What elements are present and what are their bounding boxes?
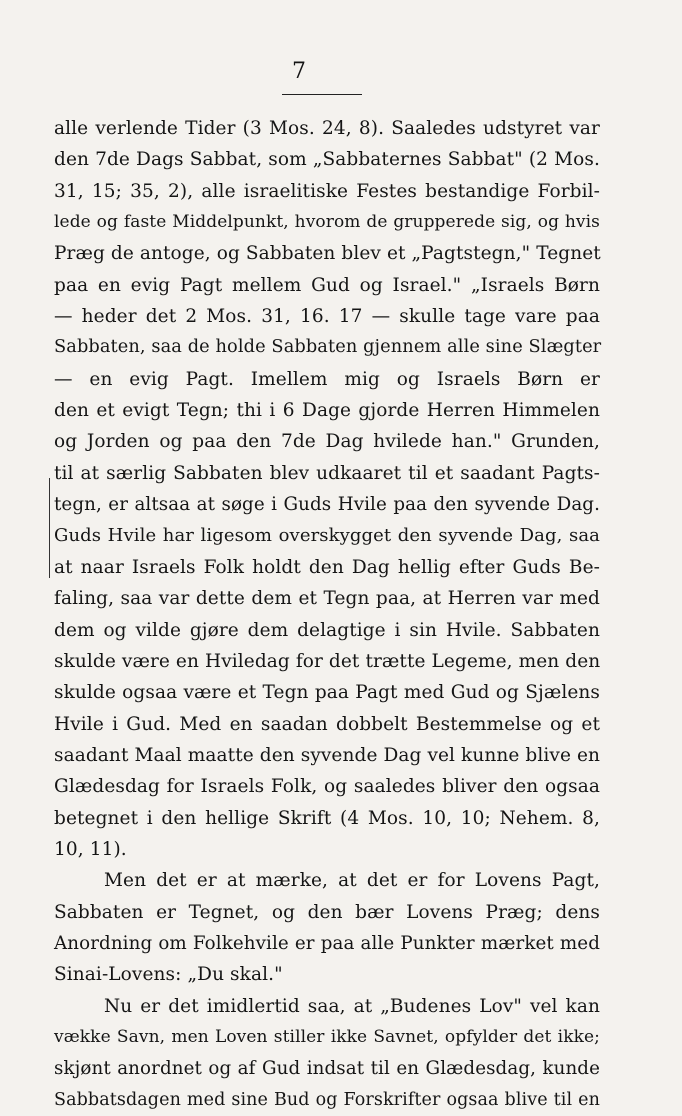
text-line: den et evigt Tegn; thi i 6 Dage gjorde Herren Himmelen — [54, 400, 600, 422]
text-line: Nu er det imidlertid saa, at „Budenes Lov" vel kan — [104, 995, 600, 1017]
text-line: Sabbaten er Tegnet, og den bær Lovens Præg; dens — [54, 901, 600, 923]
page-number-rule — [282, 94, 362, 95]
page-number: 7 — [292, 59, 306, 84]
text-line: paa en evig Pagt mellem Gud og Israel." „Israels Børn — [54, 274, 600, 296]
text-line: at naar Israels Folk holdt den Dag hellig efter Guds Be- — [54, 556, 600, 578]
text-line: Guds Hvile har ligesom overskygget den syvende Dag, saa — [54, 525, 600, 547]
text-line: tegn, er altsaa at søge i Guds Hvile paa den syvende Dag. — [54, 494, 600, 516]
text-line: til at særlig Sabbaten blev udkaaret til et saadant Pagts- — [54, 462, 600, 484]
text-line: dem og vilde gjøre dem delagtige i sin Hvile. Sabbaten — [54, 619, 600, 641]
text-line: Anordning om Folkehvile er paa alle Punkter mærket med — [54, 932, 600, 954]
text-line: betegnet i den hellige Skrift (4 Mos. 10, 10; Nehem. 8, — [54, 807, 600, 829]
text-line: saadant Maal maatte den syvende Dag vel kunne blive en — [54, 744, 601, 766]
text-line: Sinai-Lovens: „Du skal." — [54, 964, 283, 986]
text-line: den 7de Dags Sabbat, som „Sabbaternes Sabbat" (2 Mos. — [54, 149, 600, 171]
text-line: Glædesdag for Israels Folk, og saaledes bliver den ogsaa — [54, 776, 600, 798]
text-line: — en evig Pagt. Imellem mig og Israels Børn er — [54, 368, 600, 390]
text-line: faling, saa var dette dem et Tegn paa, at Herren var med — [54, 588, 600, 610]
text-line: skulde ogsaa være et Tegn paa Pagt med Gud og Sjælens — [54, 682, 600, 704]
body-text — [54, 113, 600, 1116]
text-line: skjønt anordnet og af Gud indsat til en Glædesdag, kunde — [54, 1058, 600, 1080]
text-line: Hvile i Gud. Med en saadan dobbelt Bestemmelse og et — [54, 713, 600, 735]
text-line: Sabbatsdagen med sine Bud og Forskrifter ogsaa blive til en — [54, 1089, 600, 1110]
text-line: 31, 15; 35, 2), alle israelitiske Festes bestandige Forbil- — [54, 180, 600, 202]
text-line: Sabbaten, saa de holde Sabbaten gjennem alle sine Slægter — [54, 337, 602, 358]
text-line: skulde være en Hviledag for det trætte Legeme, men den — [54, 650, 601, 672]
text-line: alle verlende Tider (3 Mos. 24, 8). Saaledes udstyret var — [54, 118, 600, 139]
text-line: Præg de antoge, og Sabbaten blev et „Pagtstegn," Tegnet — [54, 243, 601, 265]
text-line: 10, 11). — [54, 838, 127, 860]
text-line: — heder det 2 Mos. 31, 16. 17 — skulle tage vare paa — [54, 306, 600, 328]
text-line: Men det er at mærke, at det er for Lovens Pagt, — [104, 870, 600, 892]
text-line: og Jorden og paa den 7de Dag hvilede han." Grunden, — [54, 431, 600, 453]
text-line: lede og faste Middelpunkt, hvorom de grupperede sig, og hvis — [54, 212, 600, 233]
text-line: vække Savn, men Loven stiller ikke Savnet, opfylder det ikke; — [54, 1026, 600, 1047]
